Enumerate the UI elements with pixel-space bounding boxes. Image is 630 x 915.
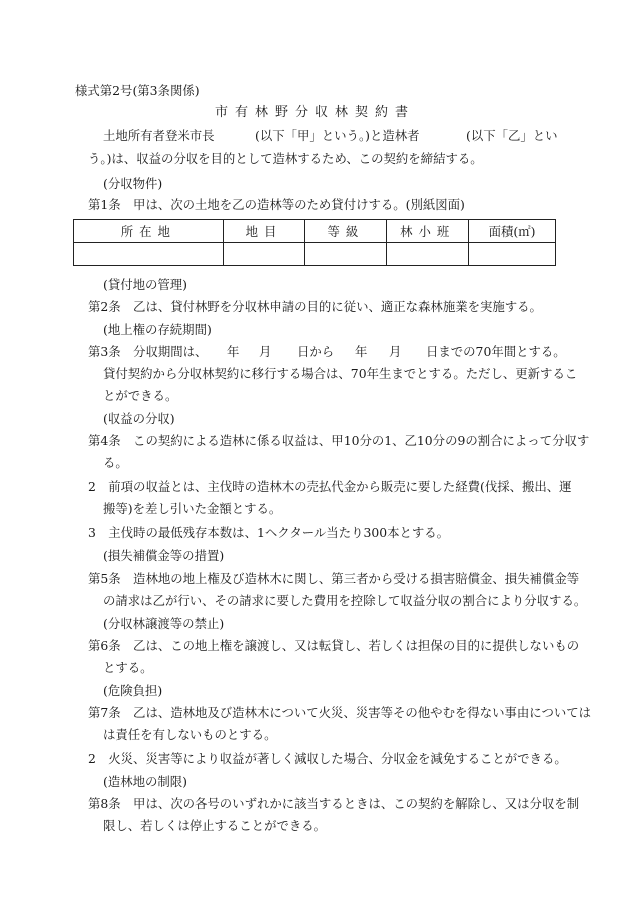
article-8-line-2: 限し、若しくは停止することができる。 [103, 818, 327, 833]
article-2: 第2条 乙は、貸付林野を分収林申請の目的に従い、適正な森林施業を実施する。 [88, 299, 542, 314]
article-3-day-from: 日から [297, 344, 335, 359]
section-heading-7: (危険負担) [103, 683, 163, 698]
document-title: 市有林野分収林契約書 [214, 105, 415, 120]
section-heading-6: (分収林譲渡等の禁止) [103, 616, 225, 631]
article-4-para-3: 3 主伐時の最低残存本数は、1ヘクタール当たり300本とする。 [88, 525, 450, 540]
cell-forest-block [387, 243, 469, 266]
article-3-month-1: 月 [259, 344, 272, 359]
article-3-tail: 日までの70年間とする。 [426, 344, 566, 359]
article-3-label: 第3条 分収期間は、 [88, 344, 208, 359]
article-5-line-2: の請求は乙が行い、その請求に要した費用を控除して収益分収の割合により分収する。 [103, 593, 587, 608]
preamble-otsu-definition: (以下「乙」とい [466, 128, 558, 143]
article-7-line-2: は責任を有しないものとする。 [103, 727, 277, 742]
section-heading-5: (損失補償金等の措置) [103, 548, 225, 563]
header-grade: 等級 [305, 220, 387, 243]
header-forest-block: 林小班 [387, 220, 469, 243]
cell-grade [305, 243, 387, 266]
header-area: 面積(㎡) [469, 220, 556, 243]
section-heading-4: (収益の分収) [103, 411, 175, 426]
article-6-line-2: とする。 [103, 660, 153, 675]
table-row [74, 243, 556, 266]
header-land-category: 地目 [223, 220, 305, 243]
header-location: 所在地 [74, 220, 224, 243]
article-4-line-1: 第4条 この契約による造林に係る収益は、甲10分の1、乙10分の9の割合によって分収す [88, 433, 590, 448]
article-7-para-2: 2 火災、災害等により収益が著しく減収した場合、分収金を減免することができる。 [88, 751, 567, 766]
cell-land-category [223, 243, 305, 266]
article-5-line-1: 第5条 造林地の地上権及び造林木に関し、第三者から受ける損害賠償金、損失補償金等 [88, 571, 580, 586]
article-3-line-3: とができる。 [103, 388, 178, 403]
cell-area [469, 243, 556, 266]
cell-location [74, 243, 224, 266]
article-4-line-2: る。 [103, 455, 128, 470]
land-table-header-row [74, 220, 556, 243]
article-8-line-1: 第8条 甲は、次の各号のいずれかに該当するときは、この契約を解除し、又は分収を制 [88, 796, 580, 811]
section-heading-8: (造林地の制限) [103, 774, 188, 789]
article-4-para-2-line-1: 2 前項の収益とは、主伐時の造林木の売払代金から販売に要した経費(伐採、搬出、運 [88, 479, 572, 494]
article-6-line-1: 第6条 乙は、この地上権を譲渡し、又は転貸し、若しくは担保の目的に提供しないもの [88, 638, 580, 653]
preamble-ko-definition: (以下「甲」という。)と造林者 [255, 128, 420, 143]
preamble-owner: 土地所有者登米市長 [103, 128, 215, 143]
article-1: 第1条 甲は、次の土地を乙の造林等のため貸付けする。(別紙図面) [88, 197, 465, 212]
section-heading-1: (分収物件) [103, 176, 163, 191]
article-3-line-2: 貸付契約から分収林契約に移行する場合は、70年生までとする。ただし、更新するこ [103, 366, 578, 381]
preamble-line-2: う。)は、収益の分収を目的として造林するため、この契約を締結する。 [88, 151, 483, 166]
article-3-year-1: 年 [227, 344, 240, 359]
article-3-year-2: 年 [355, 344, 368, 359]
article-3-month-2: 月 [389, 344, 402, 359]
land-table [73, 219, 556, 266]
article-7-line-1: 第7条 乙は、造林地及び造林木について火災、災害等その他やむを得ない事由については [88, 705, 592, 720]
section-heading-2: (貸付地の管理) [103, 277, 188, 292]
form-label: 様式第2号(第3条関係) [75, 83, 200, 98]
article-4-para-2-line-2: 搬等)を差し引いた金額とする。 [103, 501, 282, 516]
section-heading-3: (地上権の存続期間) [103, 322, 212, 337]
